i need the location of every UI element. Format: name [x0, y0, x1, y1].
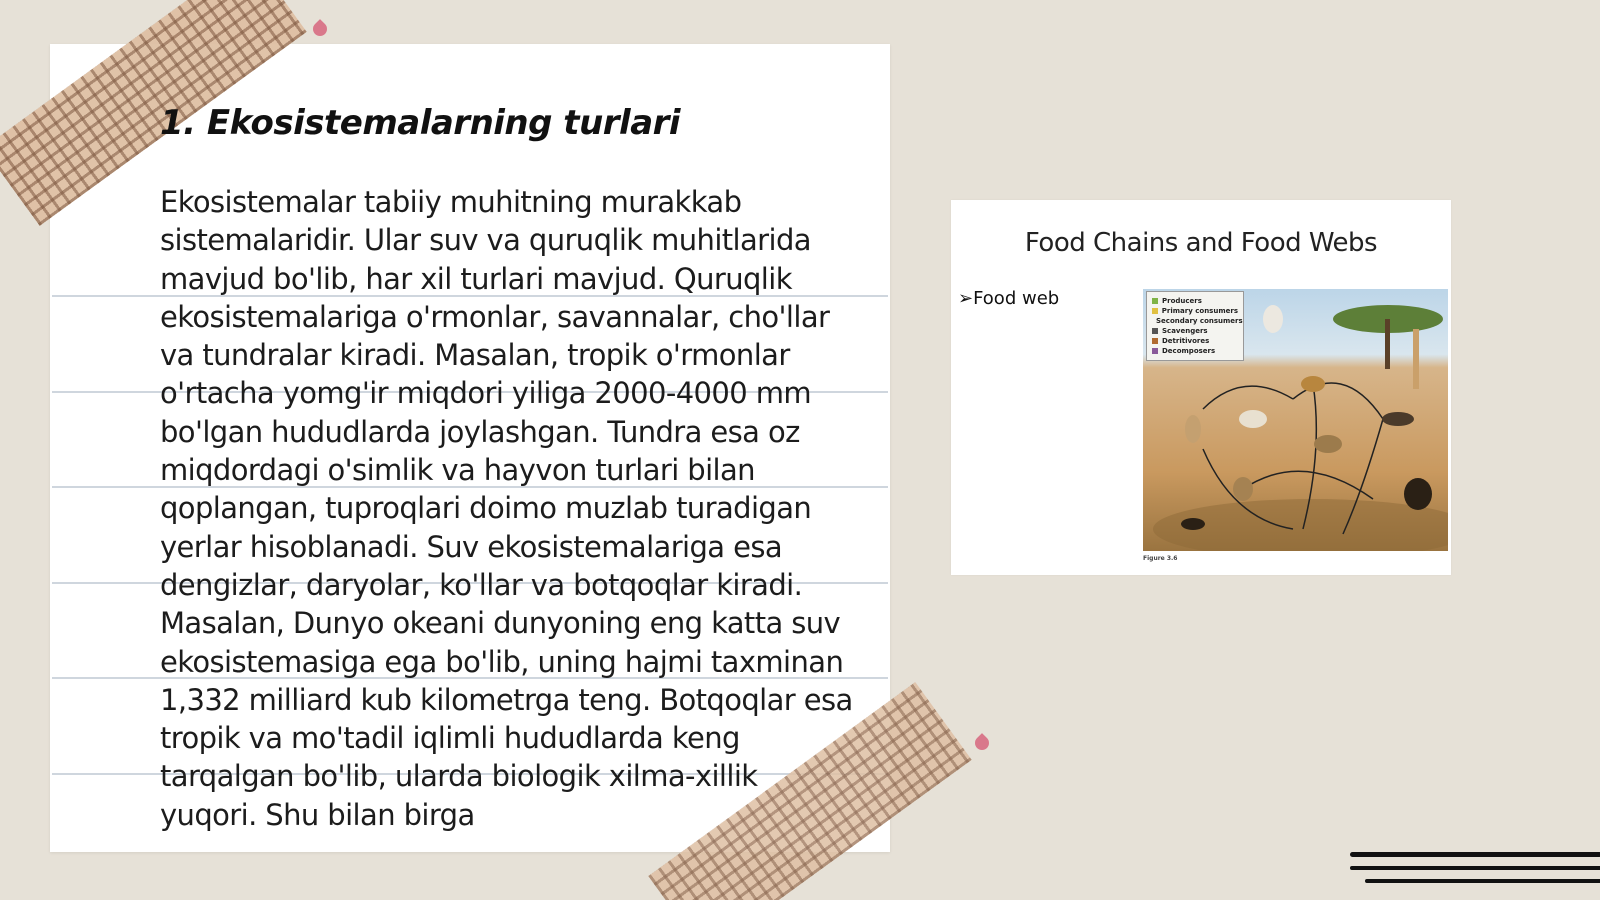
legend-swatch — [1152, 328, 1158, 334]
figure-title: Food Chains and Food Webs — [1024, 228, 1378, 258]
legend-label: Producers — [1162, 297, 1202, 305]
pin-icon — [310, 19, 330, 39]
scribble-decoration — [1350, 852, 1600, 857]
legend-item — [1152, 326, 1238, 336]
food-web-figure — [951, 200, 1451, 575]
legend-swatch — [1152, 298, 1158, 304]
legend-label: Decomposers — [1162, 347, 1216, 355]
body-paragraph: Ekosistemalar tabiiy muhitning murakkab sistemalaridir. Ular suv va quruqlik muhitlarida mavjud bo'lib, har xil turlari mavjud. Quruqlik ekosistemalariga o'rmonlar, savannalar, cho'llar va tundralar kiradi. Masalan, tropik o'rmonlar o'rtacha yomg'ir miqdori yiliga 2000-4000 mm bo'lgan hududlarda joylashgan. Tundra esa oz miqdordagi o'simlik va hayvon turlari bilan qoplangan, tuproqlari doimo muzlab turadigan yerlar hisoblanadi. Suv ekosistemalariga esa dengizlar, daryolar, ko'llar va botqoqlar kiradi. Masalan, Dunyo okeani dunyoning eng katta suv ekosistemasiga ega bo'lib, uning hajmi taxminan 1,332 milliard kub kilometrga teng. Botqoqlar esa tropik va mo'tadil iqlimli hududlarda keng tarqalgan bo'lib, ularda biologik xilma-xillik yuqori. Shu bilan birga — [160, 185, 853, 832]
figure-caption: Figure 3.6 — [1143, 555, 1178, 562]
food-web-illustration — [1143, 289, 1448, 551]
legend-label: Primary consumers — [1161, 307, 1238, 315]
legend-label: Secondary consumers — [1156, 317, 1243, 325]
legend-item — [1152, 306, 1238, 316]
legend-label: Detritivores — [1162, 337, 1210, 345]
pin-icon — [972, 733, 992, 753]
slide-title: 1. Ekosistemalarning turlari — [160, 103, 681, 143]
legend-item — [1152, 346, 1238, 356]
legend-label: Scavengers — [1162, 327, 1208, 335]
legend-item — [1152, 336, 1238, 346]
figure-legend — [1146, 291, 1244, 361]
scribble-decoration — [1350, 866, 1600, 870]
legend-swatch — [1152, 338, 1158, 344]
legend-swatch — [1152, 308, 1158, 314]
legend-swatch — [1152, 348, 1158, 354]
legend-item — [1152, 316, 1243, 326]
scribble-decoration — [1365, 879, 1600, 883]
figure-bullet: ➢Food web — [958, 288, 1060, 309]
legend-item — [1152, 296, 1238, 306]
